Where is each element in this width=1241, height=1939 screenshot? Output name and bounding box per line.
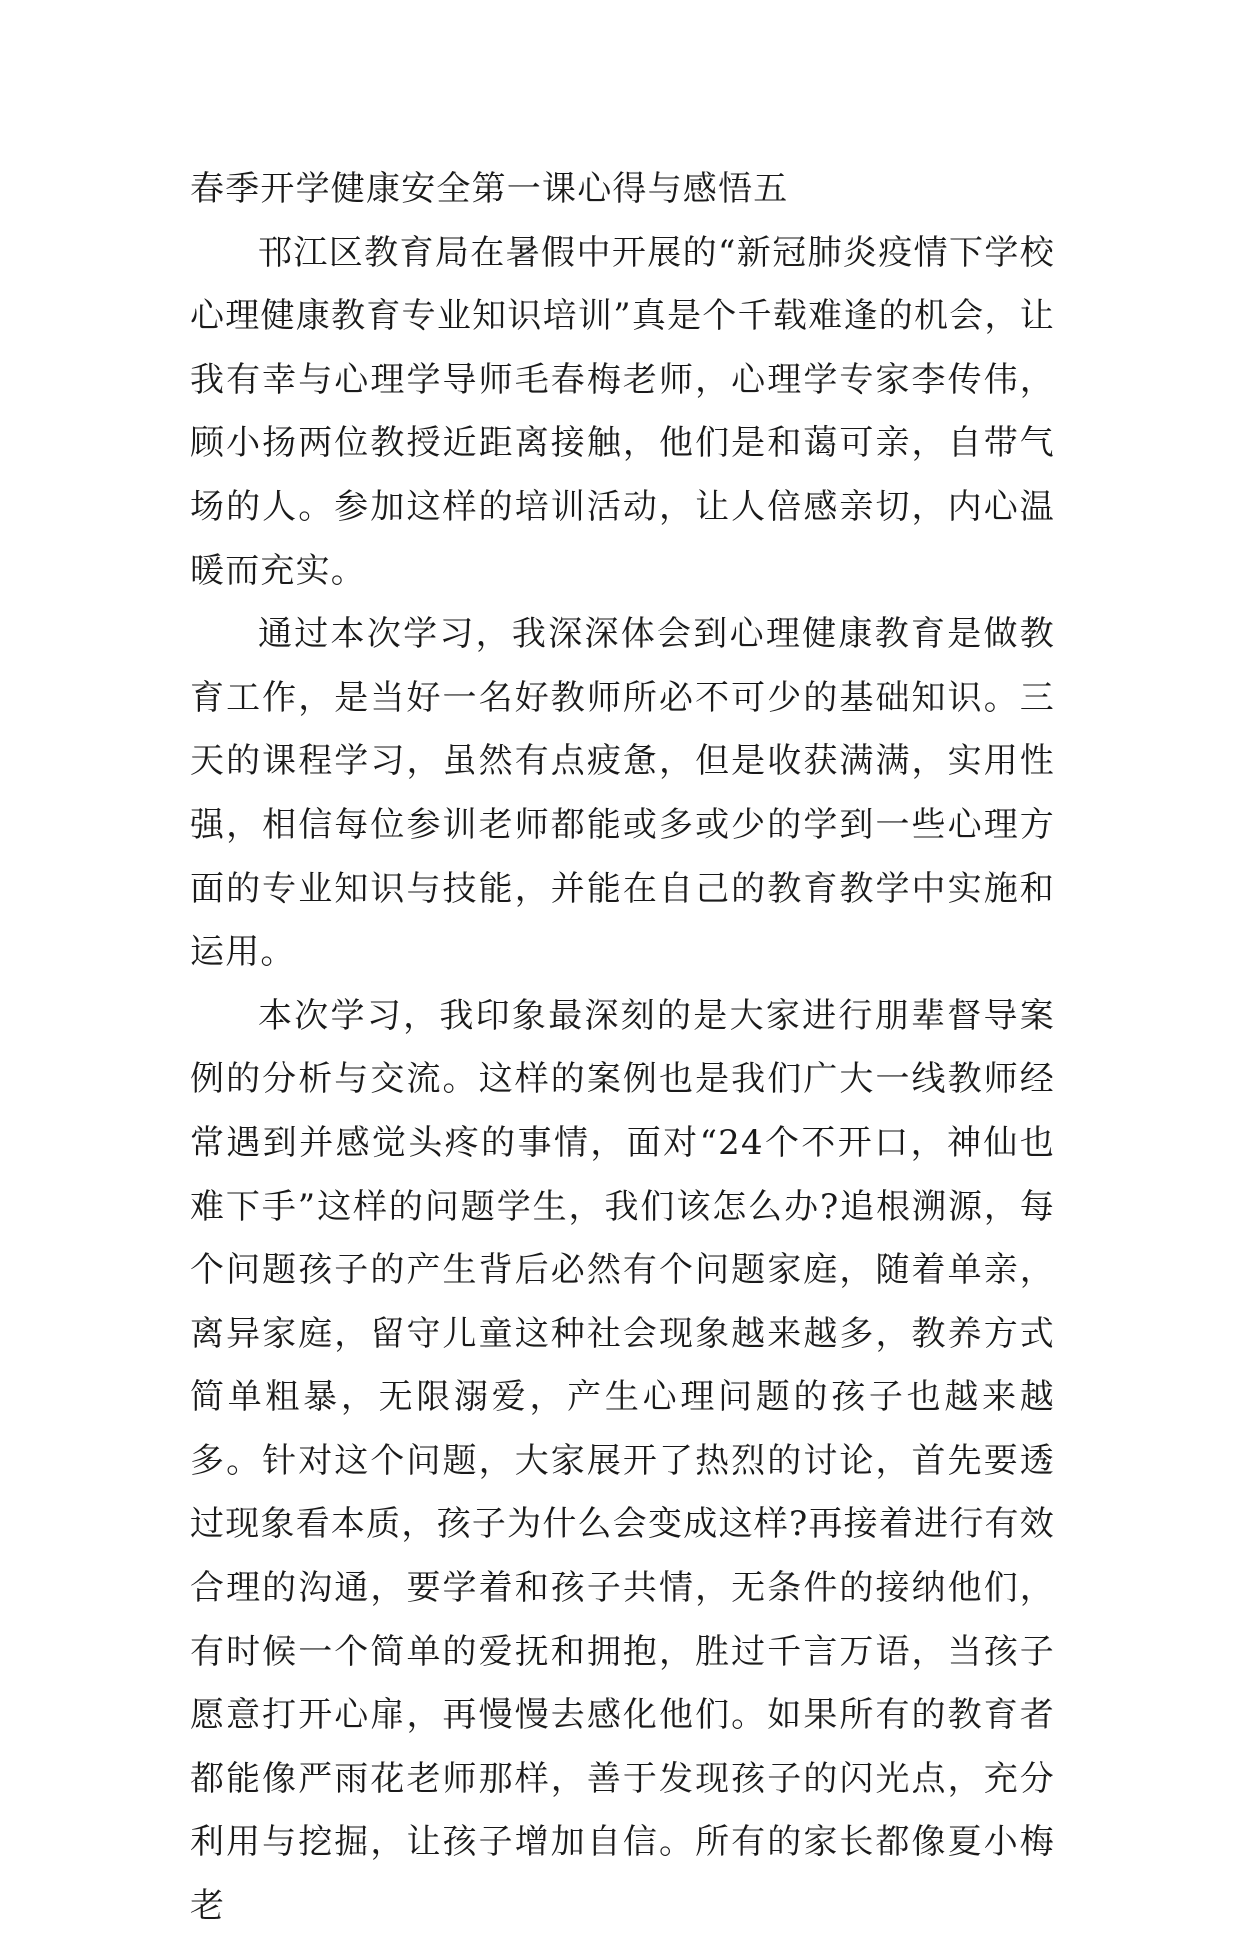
document-body [190, 158, 1055, 1939]
paragraph-3: 本次学习，我印象最深刻的是大家进行朋辈督导案例的分析与交流。这样的案例也是我们广大一线教师经常遇到并感觉头疼的事情，面对“24个不开口，神仙也难下手”这样的问题学生，我们该怎么办?追根溯源，每个问题孩子的产生背后必然有个问题家庭，随着单亲，离异家庭，留守儿童这种社会现象越来越多，教养方式简单粗暴，无限溺爱，产生心理问题的孩子也越来越多。针对这个问题，大家展开了热烈的讨论，首先要透过现象看本质，孩子为什么会变成这样?再接着进行有效合理的沟通，要学着和孩子共情，无条件的接纳他们，有时候一个简单的爱抚和拥抱，胜过千言万语，当孩子愿意打开心扉，再慢慢去感化他们。如果所有的教育者都能像严雨花老师那样，善于发现孩子的闪光点，充分利用与挖掘，让孩子增加自信。所有的家长都像夏小梅老 [190, 995, 1055, 1927]
paragraph-1: 邗江区教育局在暑假中开展的“新冠肺炎疫情下学校心理健康教育专业知识培训”真是个千载难逢的机会，让我有幸与心理学导师毛春梅老师，心理学专家李传伟，顾小扬两位教授近距离接触，他们是和蔼可亲，自带气场的人。参加这样的培训活动，让人倍感亲切，内心温暖而充实。 [190, 232, 1055, 591]
paragraph-2: 通过本次学习，我深深体会到心理健康教育是做教育工作，是当好一名好教师所必不可少的基础知识。三天的课程学习，虽然有点疲惫，但是收获满满，实用性强，相信每位参训老师都能或多或少的学到一些心理方面的专业知识与技能，并能在自己的教育教学中实施和运用。 [190, 614, 1055, 973]
document-title: 春季开学健康安全第一课心得与感悟五 [190, 169, 789, 209]
